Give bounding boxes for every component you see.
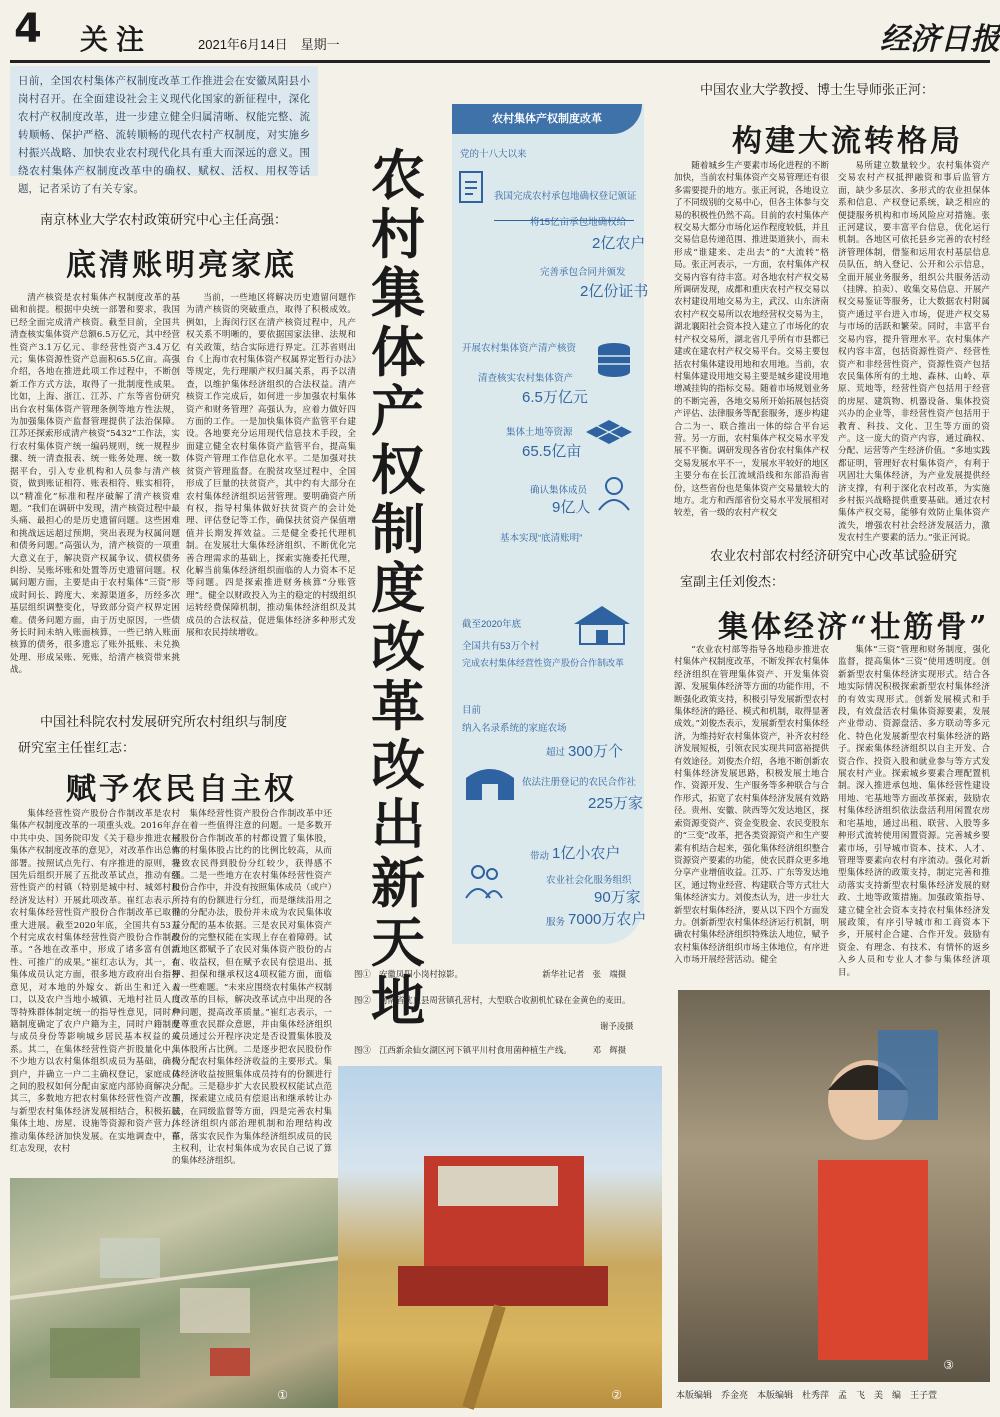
people-icon [464, 862, 504, 902]
lead-paragraph: 日前，全国农村集体产权制度改革工作推进会在安徽凤阳县小岗村召开。在全面建设社会主义现代化国家的新征程中，深化农村产权制度改革，进一步建立健全归属清晰、权能完整、流转顺畅、保护严格、流转顺畅的现代农村产权制度，对实施乡村振兴战略、加快农业农村现代化具有重大而深远的意义。围绕农村集体产权制度改革中的确权、赋权、活权、用权等话题，记者采访了有关专家。 [10, 66, 318, 176]
article2-byline-2: 研究室主任崔红志： [18, 741, 136, 756]
barn-icon [462, 762, 518, 802]
article4-col1: “农业农村部等指导各地稳步推进农村集体产权制度改革，不断发挥农村集体经济组织在管理集体资产、开发集体资源、发展集体经济等方面的功能作用，不断强化政策支持，积极引导发展新型农村集体经济的路径、模式和机制，取得显著成效。”刘俊杰表示，发展新型农村集体经济，为维持好农村集体资产，补齐农村经济发展短板，引领农民实现共同富裕提供有效途径。刘俊杰介绍，各地不断创新农村集体经济发展思路，积极发展土地合作、资源开发、生产服务等多种联合与合作形式，拓宽了农村集体经济发展有效路径。贵州、安徽、陕西等欠发达地区，探索资源变资产、资金变股金、农民变股东的“三变”改革，把各类资源资产和生产要素有机结合起来，强化集体经济组织整合资源资产要素的功能，使农民群众更多地分享产业增值收益。江苏、广东等发达地区，通过物业经营、构建联合等方式壮大集体经济实力。刘俊杰认为，进一步壮大新型农村集体经济，要从以下四个方面发力。创新新型农村集体经济运行机制，明确农村集体经济组织特殊法人地位，赋予农村集体经济组织市场主体地位，有序进入市场开展经营活动。健全 [674, 645, 829, 966]
article2-col1: 集体经营性资产股份合作制改革是农村集体产权制度改革的一项重头戏。2016年，中共中央、国务院印发《关于稳步推进农村集体产权制度改革的意见》，对改革作出总体部署。按照试点先行、有序推进的原则，我国先后组织开展了五批改革试点，推动有经营性资产的村镇（特别是城中村、城郊村和经济发达村）开展此项改革。崔红志表示，农村集体经营性资产股份合作制改革已取得重大进展。截至2020年底，全国共有53万个村完成农村集体经营性资产股份合作制改革。“各地在改革中，形成了诸多富有创新性、可推广的成果。”崔红志认为，其一，在集体成员认定方面，很多地方政府出台指导意见，对本地的外嫁女、新出生和迁入人口，以及农户当地小城镇、无地村社员人口等特殊群体制定统一的指导性意见，同时户籍制度确定了农户户籍为主，同时户籍制度与成员身份等影响城乡居民基本权益的关系。其二，在集体经营性资产折股量化中，不少地方以农村集体组织成员为基础，确权到户，并确立一户二主确权登记，家庭成员之间的股权如何分配由家庭内部协商解决。其三，多数地方把农村集体经营性资产改革与新型农村集体经济发展相结合，积极拓展集体土地、房屋、设施等资源和资产营力，推动集体经济加快发展。在实地调查中，崔红志发现，农村 [10, 809, 180, 1154]
photo-marker-1: ① [277, 1388, 288, 1402]
info-s4-l5b: 7000万农户 [568, 911, 647, 928]
mushroom-worker-photo [678, 990, 990, 1382]
article4-col2: 集体“三资”管理和财务制度，强化监督，提高集体“三资”使用透明度。创新新型农村集体经济实现形式。结合各地实际情况积极探索新型农村集体经济的有效实现形式。创新发展模式和手段，有效盘活农村集体资源要素，发展产业带动、资源盘活、多方联动等多元化、特色化发展新型农村集体经济的路子。探索集体经济组织以自主开发、合资合作、投资入股和就业参与等方式发展农村产业。探索城乡要素合理配置机制。深入推进承包地、集体经营性建设用地、宅基地等方面改革探索，鼓励农村集体经济组织依法盘活利用闲置农房和宅基地，通过出租、联营、入股等多种形式流转使用闲置资源。完善城乡要素市场，引导城市资本、技术、人才、管理等要素向农村有序流动。强化对新型集体经济的政策支持，制定完善和推动落实支持新型农村集体经济发展的财政、土地等政策措施。加强政策指导、建立健全社会资本支持农村集体经济发展政策，有序引导城市和工商资本下乡，开展村企合建、合作开发。鼓励有资金、有理念、有技术、有情怀的返乡入乡人员和专业人才参与集体经济项目。 [838, 645, 990, 978]
info-s2-footer: 基本实现“底清账明” [500, 533, 583, 544]
info-s1-title: 我国完成农村承包地确权登记颁证 [494, 191, 637, 202]
article4-byline-2: 室副主任刘俊杰： [680, 575, 785, 590]
main-title: 农村集体产权制度改革改出新天地 [371, 143, 425, 1033]
article3-title: 构建大流转格局 [732, 124, 963, 159]
article2-title: 赋予农民自主权 [66, 772, 297, 807]
info-s4-l1b: 300万个 [568, 743, 624, 760]
photo-marker-2: ② [611, 1388, 622, 1402]
info-s4-title: 目前 [462, 705, 482, 716]
info-s4-l2a: 依法注册登记的农民合作社 [522, 777, 637, 788]
document-icon [458, 170, 486, 206]
infographic-tab: 农村集体产权制度改革 [452, 104, 642, 134]
article3-col2: 易所建立数量较少。农村集体资产交易农村产权抵押融资和事后监管方面，缺少多层次、多形式的农业担保体系和信息、产权登记系统，缺乏相应的便捷服务机构和市场风险应对措施。张正河建议，要丰富平台信息，优化运行机制。各地区可依托县乡完善的农村经济管理体制，借鉴和运用农村基层信息员队伍，纳入登记、公开和公示信息，全面开展业务服务，组织公共服务活动（挂牌、拍卖）、收集交易信息、开展产权交易鉴证等服务，让大数据农村附属资产通过平台进入市场，促进产权交易与市场的活跃和繁荣。同时，丰富平台交易内容，提升管理水平。农村集体产权内容丰富，包括资源性资产、经营性资产和非经营性资产，资源性资产包括农民集体所有的土地、森林、山岭、草原、荒地等，经营性资产包括用于经营的房屋、建筑物、机器设备、集体投资兴办的企业等，非经营性资产包括用于教育、科技、文化、卫生等方面的资产。这一庞大的资产内容，通过确权、分配、运营等产生经济价值。“多地实践都证明，管理好农村集体资产，有利于巩固壮大集体经济，为产业发展提供经济支撑，有利于深化农村改革，为实施乡村振兴战略提供重要基础。通过农村集体产权交易，能够有效防止集体资产流失，增强农村社会经济发展活力，激发农村生产要素的活力。”张正河说。 [838, 161, 990, 544]
info-s2-title: 开展农村集体资产清产核资 [462, 343, 577, 354]
article1-byline: 南京林业大学农村政策研究中心主任高强： [40, 213, 288, 228]
caption-1: 图① 安徽凤阳小岗村掠影。 新华社记者 张 端摄 [354, 969, 627, 979]
article4-byline-1: 农业农村部农村经济研究中心改革试验研究 [710, 549, 958, 564]
article3-byline: 中国农业大学教授、博士生导师张正河： [700, 83, 935, 98]
issue-date: 2021年6月14日 星期一 [198, 37, 340, 52]
info-s4-l1a: 超过 [546, 747, 566, 758]
caption-2: 图② 河南省沈丘县周营镇孔营村，大型联合收割机忙碌在金黄色的麦田。 [354, 995, 631, 1005]
info-s1-l1b: 2亿农户 [592, 235, 646, 252]
info-s4-l5a: 服务 [546, 917, 566, 928]
article2-col2: 集体经营性资产股份合作制改革中还存在着一些值得注意的问题。一是多数开展股份合作制改革的村都设置了集体股，有的村集体股占比约的比例比较高，从而导致农民得到股份分红较少，获得感不强。二是一些地方在农村集体经营性资产股份合作中，并没有按照集体成员（或户）所持有的份额进行分红，而是继续沿用之前的分配办法，股份并未成为农民集体收益分配的基本依据。三是农民对集体资产股份的完整权能在实现上存在着障碍。试点地区都赋予了农民对集体资产股份的占有、收益权，但在赋予农民有偿退出、抵押、担保和继承权这4项权能方面，面临着一些难题。“未来应围绕农村集体产权制度改革的目标，解决改革试点中出现的各种问题，提高改革质量。”崔红志表示，一是尊重农民群众意愿，并由集体经济组织成员通过公开程序决定是否设置集体股及集体股所占比例。二是逐步把农民股份作为分配农村集体经济收益的主要形式。集体经济收益按照集体成员持有的份额进行分配。三是稳步扩大农民股权权能试点范围，探索建立成员有偿退出和继承转让办法，在同级监督等方面，四是完善农村集体经济组织内部治理机制和治理结构改革，落实农民作为集体经济组织成员的民主权利，让农村集体成为农民自己说了算的集体经济组织。 [172, 809, 332, 1167]
article1-title: 底清账明亮家底 [66, 248, 297, 283]
land-icon [584, 418, 634, 446]
editor-credits: 本版编辑 乔金亮 本版编辑 杜秀萍 孟 飞 美 编 王子萱 [676, 1391, 938, 1401]
info-s2-l1b: 6.5万亿元 [522, 389, 588, 406]
info-since: 党的十八大以来 [460, 149, 527, 160]
section-name: 关注 [80, 23, 153, 56]
newspaper-logo: 经济日报 [880, 22, 1000, 57]
caption-3: 图③ 江西新余仙女湖区河下镇平川村食用菌种植生产线。 邓 辉摄 [354, 1045, 627, 1055]
caption-2-credit: 谢予凌摄 [600, 1021, 634, 1031]
info-s4-subtitle: 纳入名录系统的家庭农场 [462, 723, 567, 734]
house-icon [566, 602, 636, 648]
photo-marker-3: ③ [943, 1358, 954, 1372]
harvester-photo [338, 1066, 662, 1408]
coins-icon [594, 340, 634, 380]
article2-byline-1: 中国社科院农村发展研究所农村组织与制度 [40, 715, 288, 730]
info-s2-l2b: 65.5亿亩 [522, 443, 582, 460]
info-s4-l4a: 农业社会化服务组织 [546, 875, 632, 886]
info-s4-l4b: 90万家 [594, 889, 641, 906]
article1-col2: 当前，一些地区将解决历史遗留问题作为清产核资的突破重点，取得了积极成效。例如，上海闵行区在清产核资过程中，凡产权关系不明晰的，要依据国家法律、法规和有关政策，结合实际进行界定。江苏省则出台《上海市农村集体资产权属界定暂行办法》等规定，先行理顺产权归属关系，再予以清查，以维护集体经济组织的合法权益。清产核资工作完成后，如何进一步加强农村集体资产和财务管理？高强认为，应着力做好四方面的工作。一是加快集体资产监管平台建设。各地要充分运用现代信息技术手段，全面建立健全农村集体资产监管平台，提高集体资产管理工作信息化水平。二是加强对扶贫资产管理监督。在脱贫攻坚过程中，全国形成了巨量的扶贫资产，其中约有大部分在农村集体经济组织运营管理。要明确资产所有权，指导村集体做好扶贫资产的会计处理、评估登记等工作，确保扶贫资产保值增值并长期发挥效益。三是健全委托代理机制。在发展壮大集体经济组织、不断优化完善合理需求的基础上，探索实施委托代理，化解当前集体经济组织面临的人力资本不足等问题。四是探索推进财务核算“分账管理”。健全以财政投入为主的稳定的村级组织运转经费保障机制，推动集体经济组织及其成员的合法权益，促进集体经济多种形式发展和农民持续增收。 [186, 293, 356, 638]
info-s4-l3b: 1亿小农户 [552, 845, 621, 862]
info-s3-title: 截至2020年底 [462, 619, 522, 630]
info-s3-l1: 全国共有53万个村 [462, 641, 540, 652]
village-aerial-photo [10, 1178, 340, 1408]
page-number: 4 [14, 6, 42, 52]
info-s2-l3b: 9亿人 [552, 499, 591, 516]
info-s1-l2a: 完善承包合同并颁发 [540, 267, 626, 278]
info-s2-l1a: 清查核实农村集体资产 [478, 373, 574, 384]
article1-col1: 清产核资是农村集体产权制度改革的基础和前提。根据中央统一部署和要求，我国已经全面完成清产核资。截至目前，全国共清查核实集体资产总额6.5万亿元，其中经营性资产3.1万亿元、非经营性资产3.4万亿元；集体资源性资产总面积65.5亿亩。高强介绍，各地在推进此项工作过程中，不断创新工作方式方法，取得了一批制度性成果。比如，上海、浙江、江苏、广东等省份研究出台农村集体资产管理条例等地方性法规，为加强集体资产监督管理提供了法治保障。江苏还探索形成清产核资“5432”工作法，实行农村集体资产统一编码规则，统一规程步骤、统一清查报表、统一账务处理、统一数据平台，引入专业机构和人员参与清产核资，做到账证相符、账表相符、账实相符，以“精准化”标准和程序破解了清产核资难题。“我们在调研中发现，清产核资过程中最头痛、最担心的是历史遗留问题。这些困难和挑战远远超过预期，突出表现为权属问题和债务问题。”高强认为，清产核资的一项重大意义在于，解决资产权属争议、债权债务纠纷、吴账坏账和处置等历史遗留问题。权属问题方面，主要是由于农村集体“三资”形成时间长、跨度大、来源渠道多，历经多次基层组织调整变化，导致部分资产权界定困难。债务问题方面，由于历史原因，一些债务长时间未纳入账面核算，一些已纳入账面核算的债务，很多遗忘了账外抵账、未兑换处理、形成呆账、死账，给清产核资带来挑战。 [10, 293, 180, 676]
article4-title: 集体经济“壮筋骨” [718, 610, 990, 645]
person-icon [596, 476, 632, 512]
info-s1-l1a: 将15亿亩承包地确权给 [530, 217, 627, 228]
infographic-panel [452, 104, 647, 944]
masthead-rule [10, 60, 990, 63]
info-s4-l2b: 225万家 [588, 795, 644, 812]
article3-col1: 随着城乡生产要素市场化进程的不断加快，当前农村集体资产交易管理还有很多需要提升的地方。张正河说，各地设立了不同级别的交易中心，但各主体参与交易的积极性仍然不高。目前的农村集体产权交易大都分市场化运作程度较低，并且交易信息传递范围、推进渠道狭小，而未形成“谁建来、走出去”的“大流转”格局。张正河表示，一方面，农村集体产权交易内容有待丰富。对各地农村产权交易所调研发现，成都和重庆农村产权交易以农村建设用地交易为主，武汉、山东济南农村产权交易所以农地经营权交易为主，湖北襄阳社会资本投入建立了市场化的农村产权交易所，湖北省几乎所有市县都已建或在建农村产权交易平台。交易主要包括农村集体建设用地和农用地。当前，农村集体建设用地交易主要是城乡建设用地增减挂钩的指标交易。随着市场规划业务的不断完善，各地交易所开始拓展包括资产评估、法律服务等配套服务，逐步构建合二为一、联合推出一体的综合平台运营。另一方面，农村集体产权交易水平发展不平衡。调研发现各省份农村集体产权交易发展水平不一，发展水平较好的地区主要分布在长江流域沿线和东部沿海省份，这些省份也是集体资产交易量较大的地方。北方和西部省份交易水平发展相对较差，省一级的农村产权交 [674, 161, 829, 519]
info-s1-l2b: 2亿份证书 [580, 283, 649, 300]
info-s4-l3a: 带动 [530, 851, 550, 862]
info-s3-l2: 完成农村集体经营性资产股份合作制改革 [462, 658, 625, 668]
info-s2-l2a: 集体土地等资源 [506, 427, 573, 438]
info-s2-l3a: 确认集体成员 [530, 485, 588, 496]
